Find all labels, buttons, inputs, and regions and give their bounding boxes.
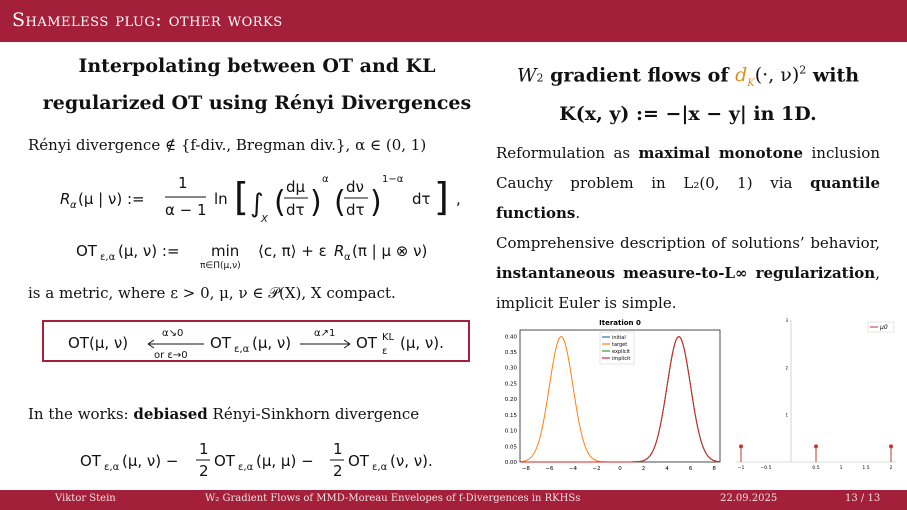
x-tick-label: 0.5	[812, 466, 820, 471]
works-suffix: Rényi-Sinkhorn divergence	[207, 405, 420, 423]
svg-text:α: α	[322, 174, 329, 185]
svg-text:OT: OT	[348, 452, 369, 470]
svg-text:OT: OT	[356, 334, 377, 352]
svg-text:R: R	[60, 190, 71, 208]
para1-text-c: .	[575, 204, 581, 223]
stem-marker	[889, 444, 893, 448]
right-heading-line2: K(x, y) := −|x − y| in 1D.	[559, 103, 817, 126]
works-prefix: In the works:	[28, 405, 134, 423]
svg-text:dτ: dτ	[346, 201, 365, 219]
y-tick-label: 0.20	[504, 397, 517, 404]
right-paragraph-2	[496, 228, 880, 318]
renyi-line: Rényi divergence ∉ {f-div., Bregman div.}, α ∈ (0, 1)	[28, 136, 427, 154]
svg-text:): )	[310, 185, 322, 220]
svg-text:OT: OT	[76, 242, 97, 260]
svg-text:(π | μ ⊗ ν): (π | μ ⊗ ν)	[352, 242, 428, 260]
x-tick-label: 8	[712, 466, 716, 472]
x-tick-label: 2	[641, 466, 646, 472]
svg-text:]: ]	[434, 175, 449, 219]
svg-text:(μ, ν): (μ, ν)	[252, 334, 292, 352]
svg-text:ln: ln	[214, 190, 228, 208]
svg-text:2: 2	[199, 462, 209, 480]
left-heading-line2: regularized OT using Rényi Divergences	[42, 92, 472, 114]
footer-talk-title: W₂ Gradient Flows of MMD-Moreau Envelopes of f-Divergences in RKHSs	[205, 493, 581, 504]
svg-text:dτ: dτ	[412, 190, 431, 208]
svg-text:ε,α: ε,α	[238, 462, 254, 473]
svg-text:ε,α: ε,α	[234, 344, 250, 355]
para2-bold: instantaneous measure-to-L∞ regularization	[496, 264, 876, 283]
svg-text:(μ, μ) −: (μ, μ) −	[256, 452, 314, 470]
svg-text:ε,α: ε,α	[104, 462, 120, 473]
svg-text:OT: OT	[214, 452, 235, 470]
legend-label-implicit: implicit	[612, 356, 631, 362]
renyi-formula	[28, 170, 488, 232]
svg-text:1: 1	[199, 440, 209, 458]
svg-text:OT: OT	[80, 452, 101, 470]
x-tick-label: 1	[839, 466, 843, 471]
x-tick-label: −8	[521, 466, 530, 472]
svg-text:min: min	[211, 242, 240, 260]
x-tick-label: −0.5	[760, 466, 772, 471]
svg-text:(μ, ν) :=: (μ, ν) :=	[118, 242, 180, 260]
svg-text:⟨c, π⟩ + ε: ⟨c, π⟩ + ε	[258, 242, 327, 260]
svg-text:π∈Π(μ,ν): π∈Π(μ,ν)	[200, 261, 241, 271]
x-tick-label: −4	[568, 466, 577, 472]
y-tick-label: 0.15	[504, 412, 517, 419]
svg-text:(μ | ν) :=: (μ | ν) :=	[78, 190, 145, 208]
right-paragraph-1	[496, 138, 880, 228]
y-tick-label: 0.00	[504, 460, 517, 466]
svg-text:(ν, ν).: (ν, ν).	[390, 452, 433, 470]
x-tick-label: −2	[592, 466, 601, 472]
y-tick-label: 0.10	[504, 428, 517, 435]
interpolation-formula	[44, 322, 466, 362]
svg-text:(μ, ν) −: (μ, ν) −	[122, 452, 179, 470]
footer-bar	[0, 490, 907, 510]
svg-text:dτ: dτ	[286, 201, 305, 219]
svg-text:(μ, ν).: (μ, ν).	[400, 334, 444, 352]
right-heading-line1: W2 gradient flows of $d_K(\cdot$, ν)$^2$ with	[516, 64, 860, 90]
svg-text:α↘0: α↘0	[162, 328, 184, 339]
svg-text:): )	[370, 185, 382, 220]
svg-text:KL: KL	[382, 332, 395, 343]
svg-text:,: ,	[456, 190, 461, 208]
svg-text:ε: ε	[382, 346, 388, 357]
footer-date: 22.09.2025	[720, 493, 778, 504]
para1-text-b: inclusion Cauchy problem in L₂(0, 1) via	[496, 144, 880, 193]
stem-marker	[814, 444, 818, 448]
chart-title: Iteration 0	[599, 319, 641, 327]
stem-marker	[739, 444, 743, 448]
svg-text:α↗1: α↗1	[314, 328, 336, 339]
x-tick-label: 1.5	[862, 466, 870, 471]
works-line	[28, 403, 476, 425]
right-column	[496, 55, 880, 318]
left-column	[28, 48, 476, 156]
iteration-chart	[488, 316, 728, 478]
footer-page: 13 / 13	[845, 493, 881, 504]
svg-text:α: α	[70, 200, 77, 211]
para1-bold-1: maximal monotone	[638, 144, 804, 163]
y-tick-label: 0.40	[504, 334, 517, 341]
svg-text:1−α: 1−α	[382, 174, 404, 185]
y-tick-label: 0.05	[504, 444, 517, 451]
y-tick-label: 1	[785, 412, 788, 418]
svg-text:OT(μ, ν): OT(μ, ν)	[68, 334, 129, 352]
svg-text:2: 2	[333, 462, 343, 480]
svg-text:(: (	[274, 185, 286, 220]
svg-text:ε,α: ε,α	[100, 252, 116, 263]
svg-text:1: 1	[333, 440, 343, 458]
para1-text-a: Reformulation as	[496, 144, 639, 163]
svg-text:dμ: dμ	[286, 178, 306, 196]
metric-line: is a metric, where ε > 0, μ, ν ∈ 𝒫(X), X compact.	[28, 284, 396, 302]
x-tick-label: −1	[737, 466, 745, 471]
y-tick-label: 0.35	[504, 350, 517, 356]
svg-text:R: R	[334, 242, 345, 260]
svg-text:α − 1: α − 1	[165, 201, 207, 219]
para1-bold-2: quantile functions	[496, 174, 880, 223]
ot-formula	[28, 236, 488, 276]
x-tick-label: 6	[688, 466, 693, 472]
para2-text-b: , implicit Euler is simple.	[496, 264, 880, 313]
y-tick-label: 2	[785, 365, 788, 371]
svg-text:or ε→0: or ε→0	[154, 350, 188, 361]
title-bar	[0, 0, 907, 42]
works-bold: debiased	[133, 405, 208, 423]
mu0-chart	[730, 316, 902, 478]
x-tick-label: 4	[665, 466, 669, 472]
legend-label-initial: initial	[612, 335, 626, 341]
svg-text:[: [	[234, 175, 249, 219]
legend-label-target: target	[612, 342, 628, 348]
svg-text:(: (	[334, 185, 346, 220]
x-tick-label: 0	[618, 466, 622, 472]
mu0-legend-label: μ0	[880, 324, 888, 331]
left-heading-line1: Interpolating between OT and KL	[78, 55, 436, 77]
svg-text:OT: OT	[210, 334, 231, 352]
svg-text:X: X	[261, 214, 268, 225]
para2-text-a: Comprehensive description of solutions’ behavior,	[496, 234, 880, 253]
svg-text:∫: ∫	[250, 189, 264, 219]
y-tick-label: 0.30	[504, 365, 517, 372]
x-tick-label: −6	[545, 466, 554, 472]
debiased-formula	[28, 436, 488, 482]
y-tick-label: 0.25	[504, 381, 517, 388]
svg-text:dν: dν	[346, 178, 364, 196]
x-tick-label: 2	[889, 466, 893, 471]
y-tick-label: 3	[785, 318, 788, 323]
legend-label-explicit: explicit	[612, 349, 630, 355]
footer-author: Viktor Stein	[55, 493, 116, 504]
svg-text:1: 1	[178, 174, 188, 192]
slide-title: Shameless plug: other works	[12, 9, 283, 31]
svg-text:ε,α: ε,α	[372, 462, 388, 473]
svg-text:α: α	[344, 252, 351, 263]
